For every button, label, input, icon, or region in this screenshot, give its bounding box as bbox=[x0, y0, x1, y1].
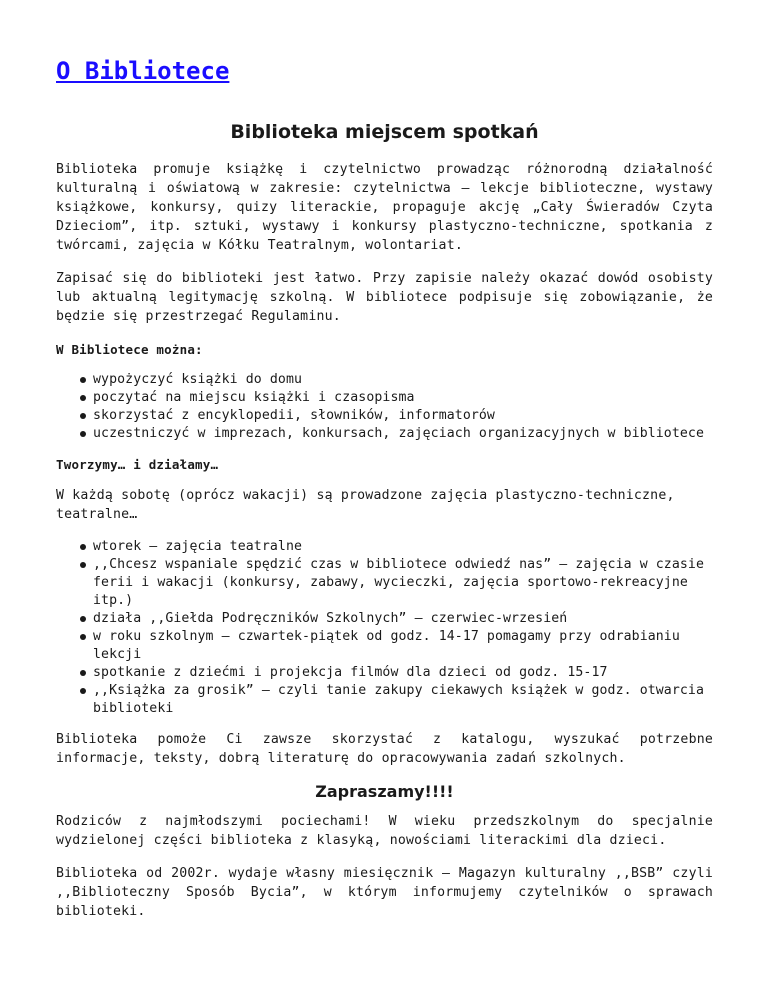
list-item: ,,Książka za grosik” – czyli tanie zakupy ciekawych książek w godz. otwarcia biblioteki bbox=[93, 682, 713, 718]
activities-list bbox=[56, 538, 713, 718]
create-label: Tworzymy… i działamy… bbox=[56, 457, 219, 472]
list-item: wtorek – zajęcia teatralne bbox=[93, 538, 713, 556]
can-label: W Bibliotece można: bbox=[56, 342, 203, 357]
help-paragraph: Biblioteka pomoże Ci zawsze skorzystać z katalogu, wyszukać potrzebne informacje, teksty, dobrą literaturę do opracowywania zadań szkolnych. bbox=[56, 732, 713, 766]
list-item: skorzystać z encyklopedii, słowników, informatorów bbox=[93, 407, 713, 425]
registration-paragraph: Zapisać się do biblioteki jest łatwo. Przy zapisie należy okazać dowód osobisty lub aktualną legitymację szkolną. W bibliotece podpisuje się zobowiązanie, że będzie się przestrzegać Regulaminu. bbox=[56, 271, 713, 324]
can-list bbox=[56, 371, 713, 443]
list-item: wypożyczyć książki do domu bbox=[93, 371, 713, 389]
parents-paragraph: Rodziców z najmłodszymi pociechami! W wieku przedszkolnym do specjalnie wydzielonej części biblioteka z klasyką, nowościami literackimi dla dzieci. bbox=[56, 814, 713, 848]
section-heading: Biblioteka miejscem spotkań bbox=[230, 121, 539, 143]
intro-paragraph: Biblioteka promuje książkę i czytelnictwo prowadząc różnorodną działalność kulturalną i oświatową w zakresie: czytelnictwa – lekcje biblioteczne, wystawy książkowe, konkursy, quizy literackie, propaguje akcję „Cały Świeradów Czyta Dzieciom”, itp. sztuki, wystawy i konkursy plastyczno-techniczne, spotkania z twórcami, zajęcia w Kółku Teatralnym, wolontariat. bbox=[56, 162, 713, 253]
page-title-link[interactable]: O Bibliotece bbox=[56, 57, 230, 85]
list-item: działa ,,Giełda Podręczników Szkolnych” – czerwiec-wrzesień bbox=[93, 610, 713, 628]
list-item: poczytać na miejscu książki i czasopisma bbox=[93, 389, 713, 407]
list-item: w roku szkolnym – czwartek-piątek od godz. 14-17 pomagamy przy odrabianiu lekcji bbox=[93, 628, 713, 664]
magazine-paragraph: Biblioteka od 2002r. wydaje własny miesięcznik – Magazyn kulturalny ,,BSB” czyli ,,Biblioteczny Sposób Bycia”, w którym informujemy czytelników o sprawach biblioteki. bbox=[56, 866, 713, 919]
invite-heading: Zapraszamy!!!! bbox=[315, 782, 454, 801]
document-page bbox=[56, 56, 713, 935]
list-item: spotkanie z dziećmi i projekcja filmów dla dzieci od godz. 15-17 bbox=[93, 664, 713, 682]
list-item: uczestniczyć w imprezach, konkursach, zajęciach organizacyjnych w bibliotece bbox=[93, 425, 713, 443]
list-item: ,,Chcesz wspaniale spędzić czas w bibliotece odwiedź nas” – zajęcia w czasie ferii i wakacji (konkursy, zabawy, wycieczki, zajęcia sportowo-rekreacyjne itp.) bbox=[93, 556, 713, 610]
saturday-paragraph: W każdą sobotę (oprócz wakacji) są prowadzone zajęcia plastyczno-techniczne, teatralne… bbox=[56, 488, 675, 522]
